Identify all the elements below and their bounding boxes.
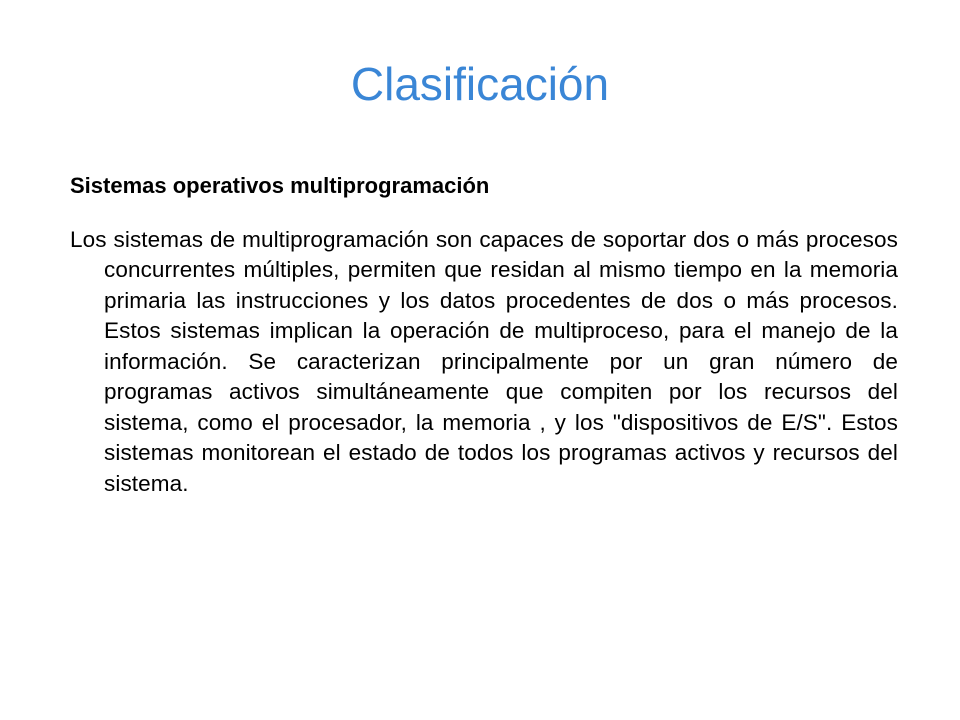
section-subtitle: Sistemas operativos multiprogramación — [70, 173, 490, 198]
body-paragraph: Los sistemas de multiprogramación son capaces de soportar dos o más procesos concurrentes múltiples, permiten que residan al mismo tiempo en la memoria primaria las instrucciones y los datos procedentes de dos o más procesos. Estos sistemas implican la operación de multiproceso, para el manejo de la información. Se caracterizan principalmente por un gran número de programas activos simultáneamente que compiten por los recursos del sistema, como el procesador, la memoria , y los "dispositivos de E/S". Estos sistemas monitorean el estado de todos los programas activos y recursos del sistema. — [70, 226, 898, 496]
slide-title: Clasificación — [350, 58, 610, 110]
slide-content — [70, 172, 898, 499]
